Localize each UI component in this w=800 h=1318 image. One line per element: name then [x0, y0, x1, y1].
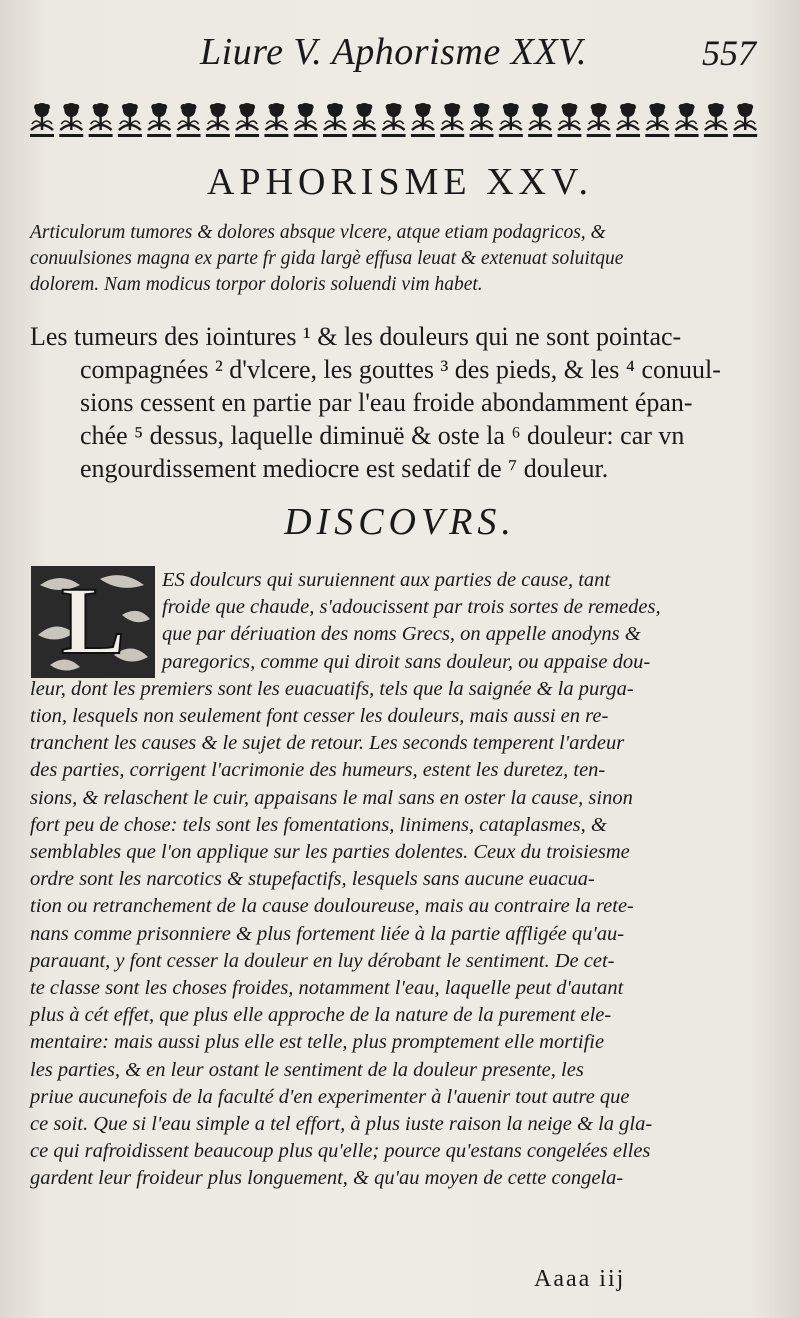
latin-line: dolorem. Nam modicus torpor doloris soluendi vim habet.: [30, 274, 483, 295]
fleuron-icon: [733, 103, 757, 137]
latin-line: conuulsiones magna ex parte fr gida largè effusa leuat & extenuat soluitque: [30, 248, 624, 269]
fleuron-icon: [264, 103, 288, 137]
drop-cap-letter: L: [60, 567, 126, 674]
fleuron-icon: [118, 103, 142, 137]
discours-line: gardent leur froideur plus longuement, & qu'au moyen de cette congela-: [30, 1167, 624, 1190]
discours-line: nans comme prisonniere & plus fortement liée à la partie affligée qu'au-: [30, 922, 625, 945]
french-translation: [30, 320, 765, 485]
fleuron-icon: [528, 103, 552, 137]
fleuron-icon: [323, 103, 347, 137]
fleuron-icon: [411, 103, 435, 137]
discours-line: paregorics, comme qui diroit sans douleur, ou appaise dou-: [162, 650, 651, 673]
page-number: 557: [702, 33, 756, 73]
fleuron-icon: [206, 103, 230, 137]
running-title: Liure V. Aphorisme XXV.: [200, 31, 587, 73]
fleuron-icon: [440, 103, 464, 137]
discours-line: te classe sont les choses froides, notamment l'eau, laquelle peut d'autant: [30, 977, 624, 1000]
fleuron-icon: [675, 103, 699, 137]
discours-line: les parties, & en leur ostant le sentiment de la douleur presente, les: [30, 1058, 584, 1081]
french-line: compagnées ² d'vlcere, les gouttes ³ des pieds, & les ⁴ conuul-: [80, 355, 721, 384]
fleuron-icon: [59, 103, 83, 137]
discours-line: des parties, corrigent l'acrimonie des humeurs, estent les duretez, ten-: [30, 759, 606, 782]
discours-line: froide que chaude, s'adoucissent par trois sortes de remedes,: [162, 596, 661, 619]
discours-line: semblables que l'on applique sur les parties dolentes. Ceux du troisiesme: [30, 841, 630, 864]
discours-line: ce qui rafroidissent beaucoup plus qu'elle; pource qu'estans congelées elles: [30, 1140, 651, 1163]
latin-line: Articulorum tumores & dolores absque vlcere, atque etiam podagricos, &: [30, 222, 606, 243]
fleuron-icon: [470, 103, 494, 137]
fleuron-icon: [587, 103, 611, 137]
fleuron-icon: [177, 103, 201, 137]
running-head: [0, 18, 800, 78]
french-line: sions cessent en partie par l'eau froide abondamment épan-: [80, 388, 693, 417]
fleuron-icon: [645, 103, 669, 137]
discours-line: parauant, y font cesser la douleur en luy dérobant le sentiment. De cet-: [30, 949, 615, 972]
fleuron-icon: [30, 103, 54, 137]
fleuron-icon: [499, 103, 523, 137]
discours-heading: DISCOVRS.: [284, 501, 516, 543]
fleuron-icon: [557, 103, 581, 137]
discours-body: [30, 567, 765, 1193]
fleuron-icon: [147, 103, 171, 137]
fleuron-icon: [616, 103, 640, 137]
fleuron-icon: [382, 103, 406, 137]
discours-line: ES doulcurs qui suruiennent aux parties de cause, tant: [162, 569, 611, 591]
fleuron-border-icon: [28, 96, 760, 144]
french-line: Les tumeurs des iointures ¹ & les douleurs qui ne sont pointac-: [30, 322, 682, 351]
fleuron-icon: [352, 103, 376, 137]
discours-line: tion ou retranchement de la cause douloureuse, mais au contraire la rete-: [30, 895, 634, 918]
french-line: chée ⁵ dessus, laquelle diminuë & oste la ⁶ douleur: car vn: [80, 421, 685, 450]
discours-line: priue aucunefois de la faculté d'en experimenter à l'auenir tout autre que: [30, 1085, 630, 1108]
discours-line: sions, & relaschent le cuir, appaisans le mal sans en oster la cause, sinon: [30, 786, 633, 809]
latin-aphorism: [30, 220, 760, 298]
discours-line: ce soit. Que si l'eau simple a tel effort, à plus iuste raison la neige & la gla-: [30, 1113, 653, 1136]
fleuron-icon: [235, 103, 259, 137]
discours-line: ordre sont les narcotics & stupefactifs, lesquels sans aucune euacua-: [30, 868, 595, 891]
signature-mark: Aaaa iij: [534, 1266, 626, 1292]
discours-line: plus à cét effet, que plus elle approche de la nature de la purement ele-: [30, 1004, 612, 1027]
discours-line: fort peu de chose: tels sont les fomentations, linimens, cataplasmes, &: [30, 813, 607, 836]
aphorism-title: APHORISME XXV.: [206, 161, 594, 203]
discours-line: mentaire: mais aussi plus elle est telle, plus promptement elle mortifie: [30, 1031, 605, 1054]
fleuron-icon: [704, 103, 728, 137]
discours-line: leur, dont les premiers sont les euacuatifs, tels que la saignée & la purga-: [30, 677, 634, 700]
fleuron-icon: [89, 103, 113, 137]
discours-line: que par dériuation des noms Grecs, on appelle anodyns &: [162, 623, 641, 646]
fleuron-icon: [294, 103, 318, 137]
discours-line: tion, lesquels non seulement font cesser les douleurs, mais aussi en re-: [30, 705, 609, 728]
discours-line: tranchent les causes & le sujet de retour. Les seconds temperent l'ardeur: [30, 732, 625, 755]
french-line: engourdissement mediocre est sedatif de ⁷ douleur.: [80, 454, 609, 483]
